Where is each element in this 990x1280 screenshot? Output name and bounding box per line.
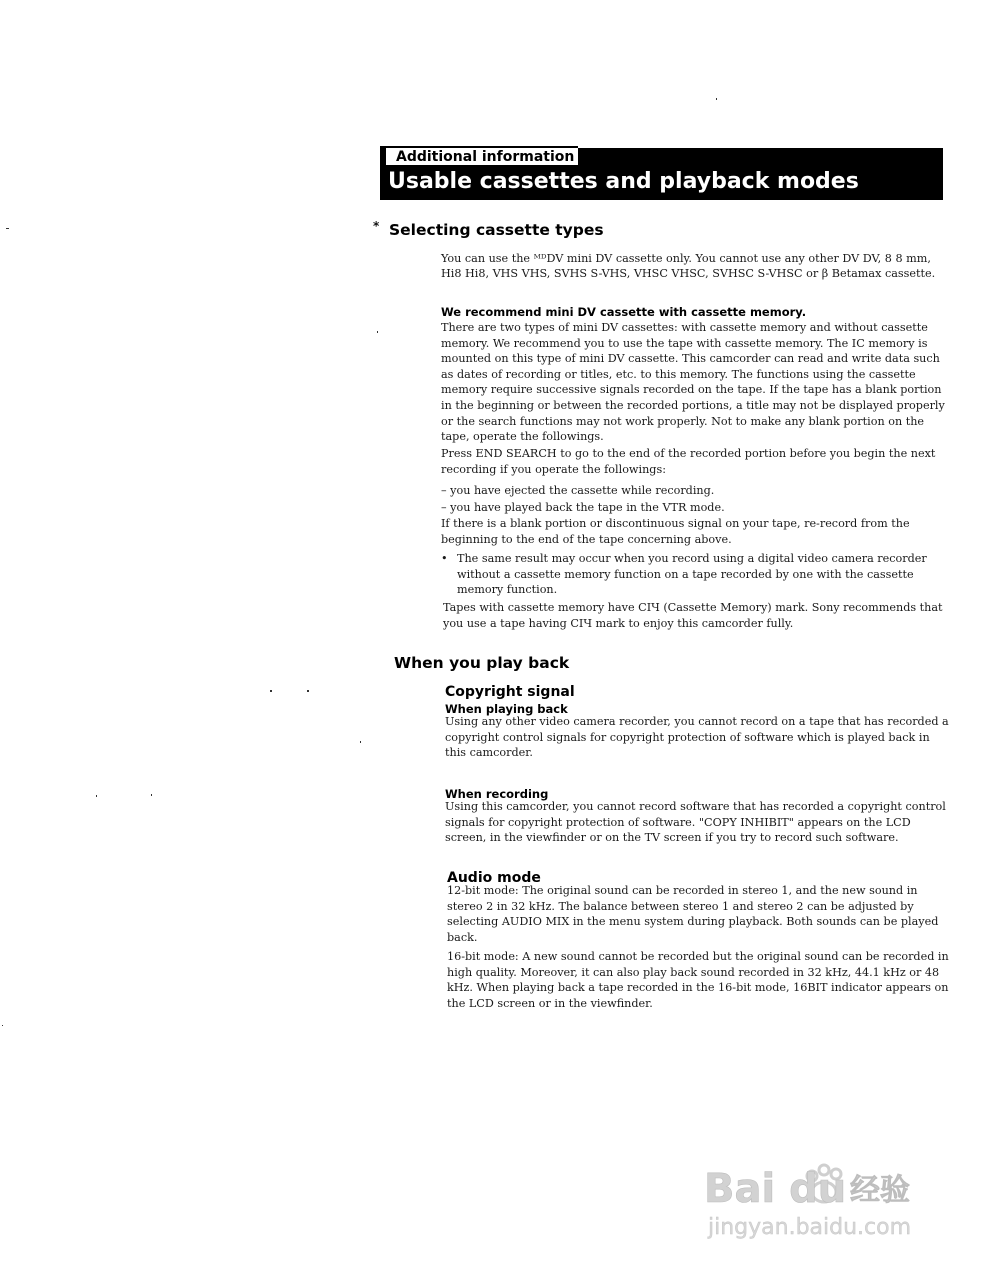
scan-speck bbox=[307, 690, 309, 692]
footnote-bullet: • bbox=[441, 552, 448, 565]
blank-portion-paragraph: If there is a blank portion or discontinuous signal on your tape, re-record from the beginning to the end of the tape concerning above. bbox=[441, 517, 910, 546]
when-recording-text: Using this camcorder, you cannot record software that has recorded a copyright control signals for copyright protection of software. "COPY INHIBIT" appears on the LCD screen, in the viewfinder or on the TV screen if you try to record such software. bbox=[445, 800, 946, 845]
page-title: Usable cassettes and playback modes bbox=[380, 165, 943, 200]
audio-mode-heading: Audio mode bbox=[447, 870, 541, 886]
recommend-heading: We recommend mini DV cassette with cassette memory. bbox=[441, 305, 807, 319]
audio-16bit-text: 16-bit mode: A new sound cannot be recorded but the original sound can be recorded in high quality. Moreover, it can also play back sound recorded in 32 kHz, 44.1 kHz or 48 kHz. When playing back a tape recorded in the 16-bit mode, 16BIT indicator appears on the LCD screen or in the viewfinder. bbox=[447, 950, 949, 1010]
baidu-watermark bbox=[700, 1150, 940, 1250]
watermark-url: jingyan.baidu.com bbox=[708, 1215, 912, 1240]
section-label: Additional information bbox=[380, 146, 578, 166]
audio-12bit-text: 12-bit mode: The original sound can be recorded in stereo 1, and the new sound in stereo 2 in 32 kHz. The balance between stereo 1 and stereo 2 can be adjusted by selecting AUDIO MIX in the menu system during playback. Both sounds can be played back. bbox=[447, 884, 939, 944]
scan-speck bbox=[270, 690, 272, 692]
when-recording-heading: When recording bbox=[445, 787, 549, 801]
scan-speck bbox=[151, 794, 152, 796]
recommend-paragraph: There are two types of mini DV cassettes: with cassette memory and without cassette memory. We recommend you to use the tape with cassette memory. The IC memory is mounted on this type of mini DV cassette. This camcorder can read and write data such as dates of recording or titles, etc. to this memory. The functions using the cassette memory require successive signals recorded on the tape. If the tape has a blank portion in the beginning or between the recorded portions, a title may not be displayed properly or the search functions may not work properly. Not to make any blank portion on the tape, operate the followings. bbox=[441, 321, 945, 444]
playback-heading: When you play back bbox=[394, 654, 570, 672]
footnote-text: The same result may occur when you record using a digital video camera recorder without a cassette memory function on a tape recorded by one with the cassette memory function. bbox=[457, 552, 927, 597]
scan-speck bbox=[96, 795, 97, 797]
scan-speck bbox=[377, 331, 378, 333]
watermark-cn: 经验 bbox=[850, 1173, 910, 1208]
when-playing-heading: When playing back bbox=[445, 702, 568, 716]
dash-item-ejected: – you have ejected the cassette while recording. bbox=[441, 484, 715, 497]
dash-item-vtr: – you have played back the tape in the VTR mode. bbox=[441, 501, 725, 514]
end-search-paragraph: Press END SEARCH to go to the end of the recorded portion before you begin the next recording if you operate the followings: bbox=[441, 447, 936, 476]
scan-speck bbox=[360, 741, 361, 743]
selecting-heading: Selecting cassette types bbox=[389, 221, 604, 239]
title-notch bbox=[578, 148, 943, 165]
scan-speck bbox=[2, 1025, 3, 1026]
intro-line-1: You can use the ᴹᴰDV mini DV cassette only. You cannot use any other DV DV, 8 8 mm, bbox=[441, 252, 931, 265]
scan-speck bbox=[716, 98, 717, 100]
intro-line-2: Hi8 Hi8, VHS VHS, SVHS S-VHS, VHSC VHSC, SVHSC S-VHSC or β Betamax cassette. bbox=[441, 267, 936, 280]
scan-speck bbox=[6, 228, 9, 229]
copyright-heading: Copyright signal bbox=[445, 684, 575, 700]
note-star: * bbox=[373, 219, 380, 233]
when-playing-text: Using any other video camera recorder, you cannot record on a tape that has recorded a copyright control signals for copyright protection of software which is played back in this camcorder. bbox=[445, 715, 949, 760]
cassette-memory-paragraph: Tapes with cassette memory have CIЧ (Cassette Memory) mark. Sony recommends that you use a tape having CIЧ mark to enjoy this camcorder fully. bbox=[443, 601, 943, 630]
watermark-brand: Bai du bbox=[704, 1166, 847, 1212]
